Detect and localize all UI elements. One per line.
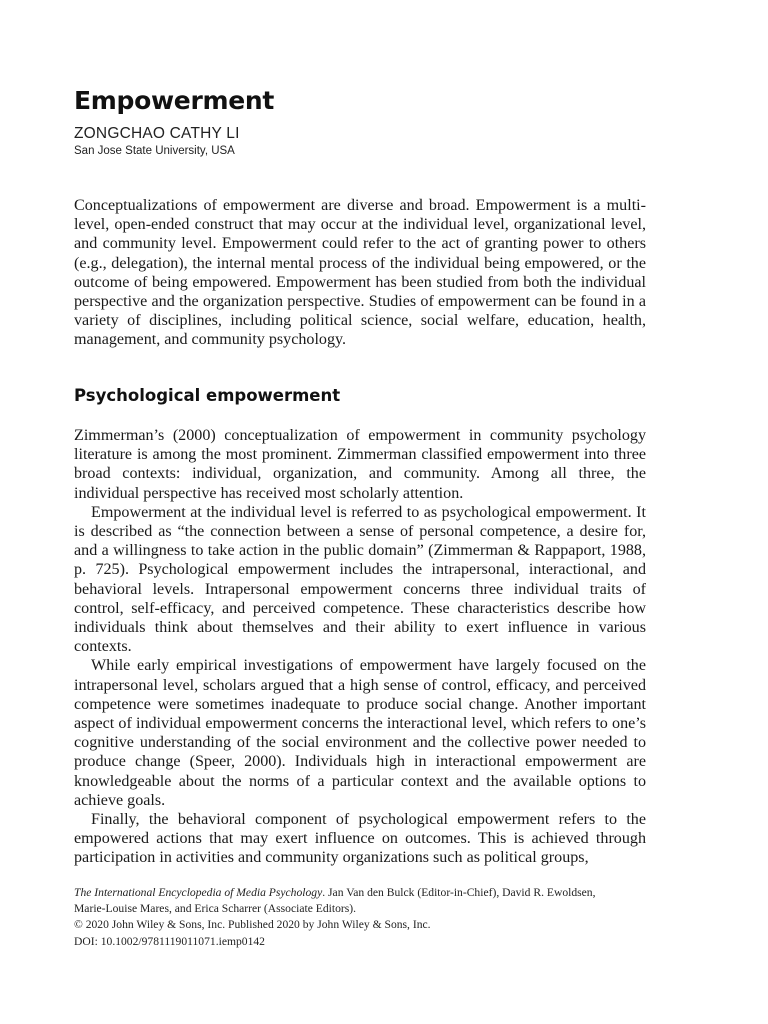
author-name: ZONGCHAO CATHY LI bbox=[74, 125, 240, 142]
abstract-paragraph: Conceptualizations of empowerment are diverse and broad. Empowerment is a multi-level, open-ended construct that may occur at the individual level, organizational level, and community level. Empowerment could refer to the act of granting power to others (e.g., delegation), the internal mental process of the individual being empowered, or the outcome of being empowered. Empowerment has been studied from both the individual perspective and the organization perspective. Studies of empowerment can be found in a variety of disciplines, including political science, social welfare, education, health, management, and community psychology. bbox=[74, 197, 646, 349]
copyright-line: © 2020 John Wiley & Sons, Inc. Published 2020 by John Wiley & Sons, Inc. bbox=[74, 918, 431, 932]
body-paragraph: Zimmerman’s (2000) conceptualization of empowerment in community psychology literature is among the most prominent. Zimmerman classified empowerment into three broad contexts: individual, organization, and community. Among all three, the individual perspective has received most scholarly attention. bbox=[74, 427, 646, 502]
author-affiliation: San Jose State University, USA bbox=[74, 145, 235, 157]
article-title: Empowerment bbox=[74, 86, 275, 115]
body-paragraph: Empowerment at the individual level is referred to as psychological empowerment. It is described as “the connection between a sense of personal competence, a desire for, and a willingness to take action in the public domain” (Zimmerman & Rappaport, 1988, p. 725). Psychological empowerment includes the intrapersonal, interactional, and behavioral levels. Intrapersonal empowerment concerns three individual traits of control, self-efficacy, and perceived competence. These characteristics describe how individuals think about themselves and their ability to exert influence in various contexts. bbox=[74, 503, 646, 656]
book-title: The International Encyclopedia of Media Psychology bbox=[74, 886, 323, 899]
section-heading: Psychological empowerment bbox=[74, 386, 341, 405]
citation-line-2: Marie-Louise Mares, and Erica Scharrer (Associate Editors). bbox=[74, 902, 357, 916]
section-body bbox=[74, 426, 646, 868]
editors-text: . Jan Van den Bulck (Editor-in-Chief), David R. Ewoldsen, bbox=[322, 886, 596, 899]
body-paragraph: Finally, the behavioral component of psychological empowerment refers to the empowered actions that may exert influence on outcomes. This is achieved through participation in activities and community organizations such as political groups, bbox=[74, 811, 646, 867]
citation-line-1 bbox=[74, 885, 654, 901]
document-page bbox=[74, 0, 646, 1024]
citation-footer bbox=[74, 885, 654, 950]
doi-line: DOI: 10.1002/9781119011071.iemp0142 bbox=[74, 934, 265, 948]
body-paragraph: While early empirical investigations of empowerment have largely focused on the intrapersonal level, scholars argued that a high sense of control, efficacy, and perceived competence were sometimes inadequate to produce social change. Another important aspect of individual empowerment concerns the interactional level, which refers to one’s cognitive understanding of the social environment and the collective power needed to produce change (Speer, 2000). Individuals high in interactional empowerment are knowledgeable about the norms of a particular context and the available options to achieve goals. bbox=[74, 657, 646, 809]
